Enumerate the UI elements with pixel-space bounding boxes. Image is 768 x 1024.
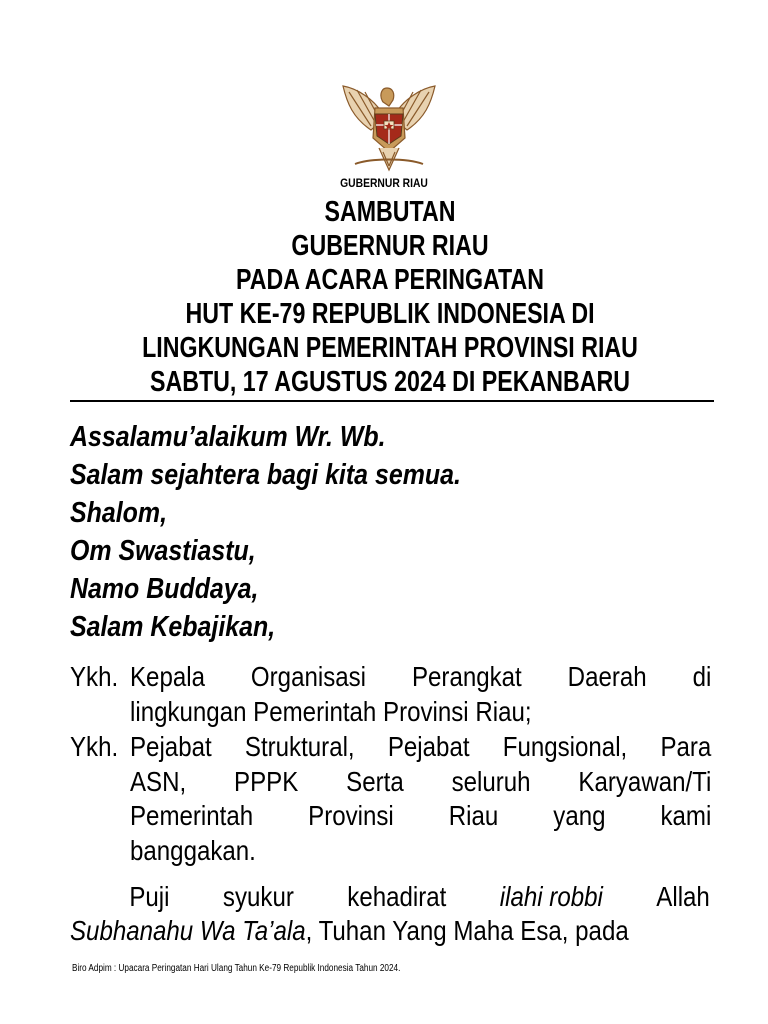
title-line: PADA ACARA PERINGATAN bbox=[235, 264, 545, 296]
title-line: SABTU, 17 AGUSTUS 2024 DI PEKANBARU bbox=[150, 366, 630, 398]
addressee-line: banggakan. bbox=[130, 834, 256, 866]
garuda-emblem-icon bbox=[335, 78, 443, 178]
addressee-line: Pejabat Struktural, Pejabat Fungsional, Para bbox=[130, 731, 712, 762]
title-line: GUBERNUR RIAU bbox=[291, 230, 489, 262]
paragraph-line: Subhanahu Wa Ta’ala, Tuhan Yang Maha Esa, pada bbox=[70, 915, 629, 946]
greeting-line: Assalamu’alaikum Wr. Wb. bbox=[70, 421, 386, 453]
greeting-line: Namo Buddaya, bbox=[70, 573, 259, 605]
addressee-prefix: Ykh. bbox=[70, 661, 119, 692]
title-line: SAMBUTAN bbox=[324, 196, 456, 228]
addressee-line: Pemerintah Provinsi Riau yang kami bbox=[130, 800, 712, 831]
addressee-line: ASN, PPPK Serta seluruh Karyawan/Ti bbox=[130, 765, 712, 797]
greeting-line: Salam sejahtera bagi kita semua. bbox=[70, 459, 461, 491]
greetings bbox=[70, 418, 720, 646]
page-footer: Biro Adpim : Upacara Peringatan Hari Ulang Tahun Ke-79 Republik Indonesia Tahun 2024. bbox=[72, 963, 401, 974]
greeting-line: Shalom, bbox=[70, 497, 168, 529]
paragraph-line: Puji syukur kehadirat ilahi robbi Allah bbox=[129, 881, 710, 912]
addressee-line: Kepala Organisasi Perangkat Daerah di bbox=[130, 661, 712, 692]
greeting-line: Om Swastiastu, bbox=[70, 535, 256, 567]
title-line: HUT KE-79 REPUBLIK INDONESIA DI bbox=[185, 298, 595, 330]
document-title bbox=[0, 195, 768, 399]
addressee-prefix: Ykh. bbox=[70, 731, 119, 762]
body-paragraph bbox=[70, 880, 710, 915]
title-divider bbox=[70, 400, 714, 402]
greeting-line: Salam Kebajikan, bbox=[70, 611, 276, 643]
org-label: GUBERNUR RIAU bbox=[340, 176, 428, 190]
body-paragraph bbox=[70, 914, 710, 949]
addressee-line: lingkungan Pemerintah Provinsi Riau; bbox=[130, 695, 532, 727]
title-line: LINGKUNGAN PEMERINTAH PROVINSI RIAU bbox=[142, 332, 638, 364]
